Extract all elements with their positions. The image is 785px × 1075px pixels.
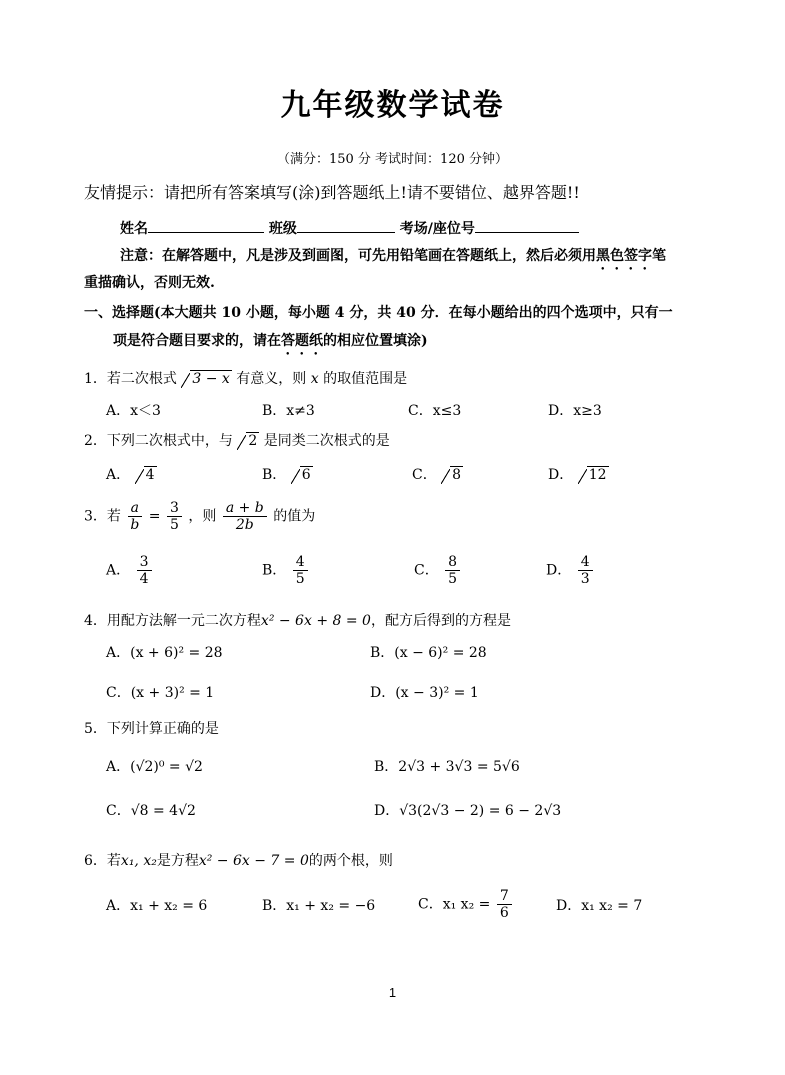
- denominator: 2b: [235, 517, 254, 534]
- student-info-line: [120, 218, 579, 238]
- exam-title: 九年级数学试卷: [280, 88, 505, 123]
- denominator: 5: [295, 571, 305, 588]
- note-emphasis: 黑色签字: [596, 248, 652, 264]
- q4-option-c[interactable]: C．(x + 3)² = 1: [106, 685, 215, 701]
- denominator: 6: [499, 905, 509, 922]
- option-radicand: 12: [588, 467, 607, 483]
- question-6: [84, 850, 393, 870]
- denominator: b: [130, 517, 140, 534]
- sqrt-expression: [578, 467, 609, 483]
- name-label: 姓名: [120, 221, 148, 237]
- q1-text: 1．若二次根式: [84, 371, 177, 387]
- option-label: B．: [262, 467, 287, 483]
- q5-option-a[interactable]: A．(√2)⁰ = √2: [106, 759, 203, 775]
- fraction: [497, 888, 512, 921]
- option-label: B．: [262, 562, 287, 579]
- q1-option-d[interactable]: D．x≥3: [548, 403, 602, 419]
- question-5: 5．下列计算正确的是: [84, 721, 219, 737]
- q4-text: 4．用配方法解一元二次方程: [84, 613, 261, 629]
- q2-text: 2．下列二次根式中，与: [84, 433, 233, 449]
- note-text: 注意：在解答题中，凡是涉及到画图，可先用铅笔画在答题纸上，然后必须用: [120, 248, 596, 264]
- name-blank: [148, 218, 264, 233]
- numerator: 3: [167, 500, 182, 517]
- sqrt-expression: [441, 467, 463, 483]
- option-radicand: 8: [452, 467, 462, 483]
- q5-option-c[interactable]: C．√8 = 4√2: [106, 803, 196, 819]
- q1-text-mid: 有意义，则: [236, 371, 307, 387]
- q2-text-end: 是同类二次根式的是: [263, 433, 390, 449]
- numerator: 8: [445, 554, 460, 571]
- q3-option-b[interactable]: [262, 554, 310, 587]
- q3-text: 3．若: [84, 508, 121, 525]
- page-number: 1: [388, 985, 397, 1000]
- q6-text-end: 的两个根，则: [308, 853, 393, 869]
- option-lhs: x₁ x₂ =: [442, 896, 491, 913]
- section-heading-line-1: 一、选择题(本大题共 10 小题，每小题 4 分，共 40 分．在每小题给出的四个选项中，只有一: [84, 305, 673, 321]
- option-label: A．: [106, 562, 131, 579]
- q4-option-a[interactable]: A．(x + 6)² = 28: [106, 645, 223, 661]
- option-radicand: 4: [145, 467, 155, 483]
- numerator: 4: [578, 554, 593, 571]
- q2-option-a[interactable]: [106, 464, 157, 484]
- q3-text-end: 的值为: [273, 508, 316, 525]
- q6-option-b[interactable]: B．x₁ + x₂ = −6: [262, 898, 376, 914]
- equals-sign: =: [148, 508, 161, 525]
- q6-equation: x² − 6x − 7 = 0: [198, 853, 309, 869]
- q2-option-b[interactable]: [262, 464, 313, 484]
- fraction: [445, 554, 460, 587]
- q4-option-d[interactable]: D．(x − 3)² = 1: [370, 685, 479, 701]
- section-heading-line-2: [113, 330, 428, 358]
- sqrt-expression: [237, 433, 259, 449]
- denominator: 5: [169, 517, 179, 534]
- q6-roots: x₁, x₂: [120, 853, 157, 869]
- note-line-2: 重描确认，否则无效.: [84, 275, 215, 291]
- q6-text: 6．若: [84, 853, 121, 869]
- question-3: [84, 500, 315, 533]
- note-line-1: [120, 245, 666, 273]
- room-label: 考场/座位号: [399, 221, 475, 237]
- sqrt-expression: [135, 467, 157, 483]
- class-blank: [297, 218, 395, 233]
- option-label: C．: [414, 562, 439, 579]
- fraction: [167, 500, 182, 533]
- option-radicand: 6: [301, 467, 311, 483]
- numerator: 3: [137, 554, 152, 571]
- q3-option-a[interactable]: [106, 554, 154, 587]
- section-text: 项是符合题目要求的，请在: [113, 333, 281, 349]
- option-label: D．: [548, 467, 574, 483]
- option-label: D．: [546, 562, 572, 579]
- numerator: 7: [497, 888, 512, 905]
- denominator: 4: [139, 571, 149, 588]
- q4-option-b[interactable]: B．(x − 6)² = 28: [370, 645, 487, 661]
- q3-text-mid: ，则: [188, 508, 217, 525]
- q1-option-b[interactable]: B．x≠3: [262, 403, 315, 419]
- q2-radicand: 2: [248, 433, 258, 449]
- denominator: 3: [580, 571, 590, 588]
- numerator: 4: [293, 554, 308, 571]
- friendly-tip: 友情提示：请把所有答案填写(涂)到答题纸上!请不要错位、越界答题!!: [84, 183, 580, 202]
- q1-var: x: [310, 371, 319, 387]
- class-label: 班级: [268, 221, 297, 237]
- q4-equation: x² − 6x + 8 = 0: [260, 613, 371, 629]
- q3-option-d[interactable]: [546, 554, 595, 587]
- q1-text-end: 的取值范围是: [323, 371, 408, 387]
- room-blank: [475, 218, 579, 233]
- q3-option-c[interactable]: [414, 554, 462, 587]
- q2-option-c[interactable]: [412, 464, 463, 484]
- numerator: a: [128, 500, 142, 517]
- question-1: [84, 368, 407, 388]
- exam-subtitle: （满分：150 分 考试时间：120 分钟）: [276, 152, 509, 167]
- option-label: C．: [412, 467, 437, 483]
- section-text-end: 的相应位置填涂): [323, 333, 428, 349]
- option-label: C．: [418, 896, 443, 913]
- q5-option-b[interactable]: B．2√3 + 3√3 = 5√6: [374, 759, 520, 775]
- note-text-end: 笔: [652, 248, 666, 264]
- q1-option-c[interactable]: C．x≤3: [408, 403, 462, 419]
- section-emphasis: 答题纸: [281, 333, 323, 349]
- question-2: [84, 430, 390, 450]
- q1-radicand: 3 − x: [192, 371, 230, 387]
- q6-option-a[interactable]: A．x₁ + x₂ = 6: [106, 898, 208, 914]
- option-label: A．: [106, 467, 131, 483]
- sqrt-expression: [181, 371, 231, 387]
- numerator: a + b: [223, 500, 267, 517]
- q6-text-mid: 是方程: [156, 853, 199, 869]
- fraction: [223, 500, 267, 533]
- fraction: [293, 554, 308, 587]
- fraction: [137, 554, 152, 587]
- fraction: [578, 554, 593, 587]
- q5-option-d[interactable]: D．√3(2√3 − 2) = 6 − 2√3: [374, 803, 562, 819]
- q4-text-end: ，配方后得到的方程是: [370, 613, 511, 629]
- question-4: [84, 610, 511, 630]
- q6-option-d[interactable]: D．x₁ x₂ = 7: [556, 898, 643, 914]
- sqrt-expression: [291, 467, 313, 483]
- q1-option-a[interactable]: A．x＜3: [106, 403, 161, 419]
- q2-option-d[interactable]: [548, 464, 609, 484]
- denominator: 5: [448, 571, 458, 588]
- q6-option-c[interactable]: [418, 888, 514, 921]
- fraction: [127, 500, 142, 533]
